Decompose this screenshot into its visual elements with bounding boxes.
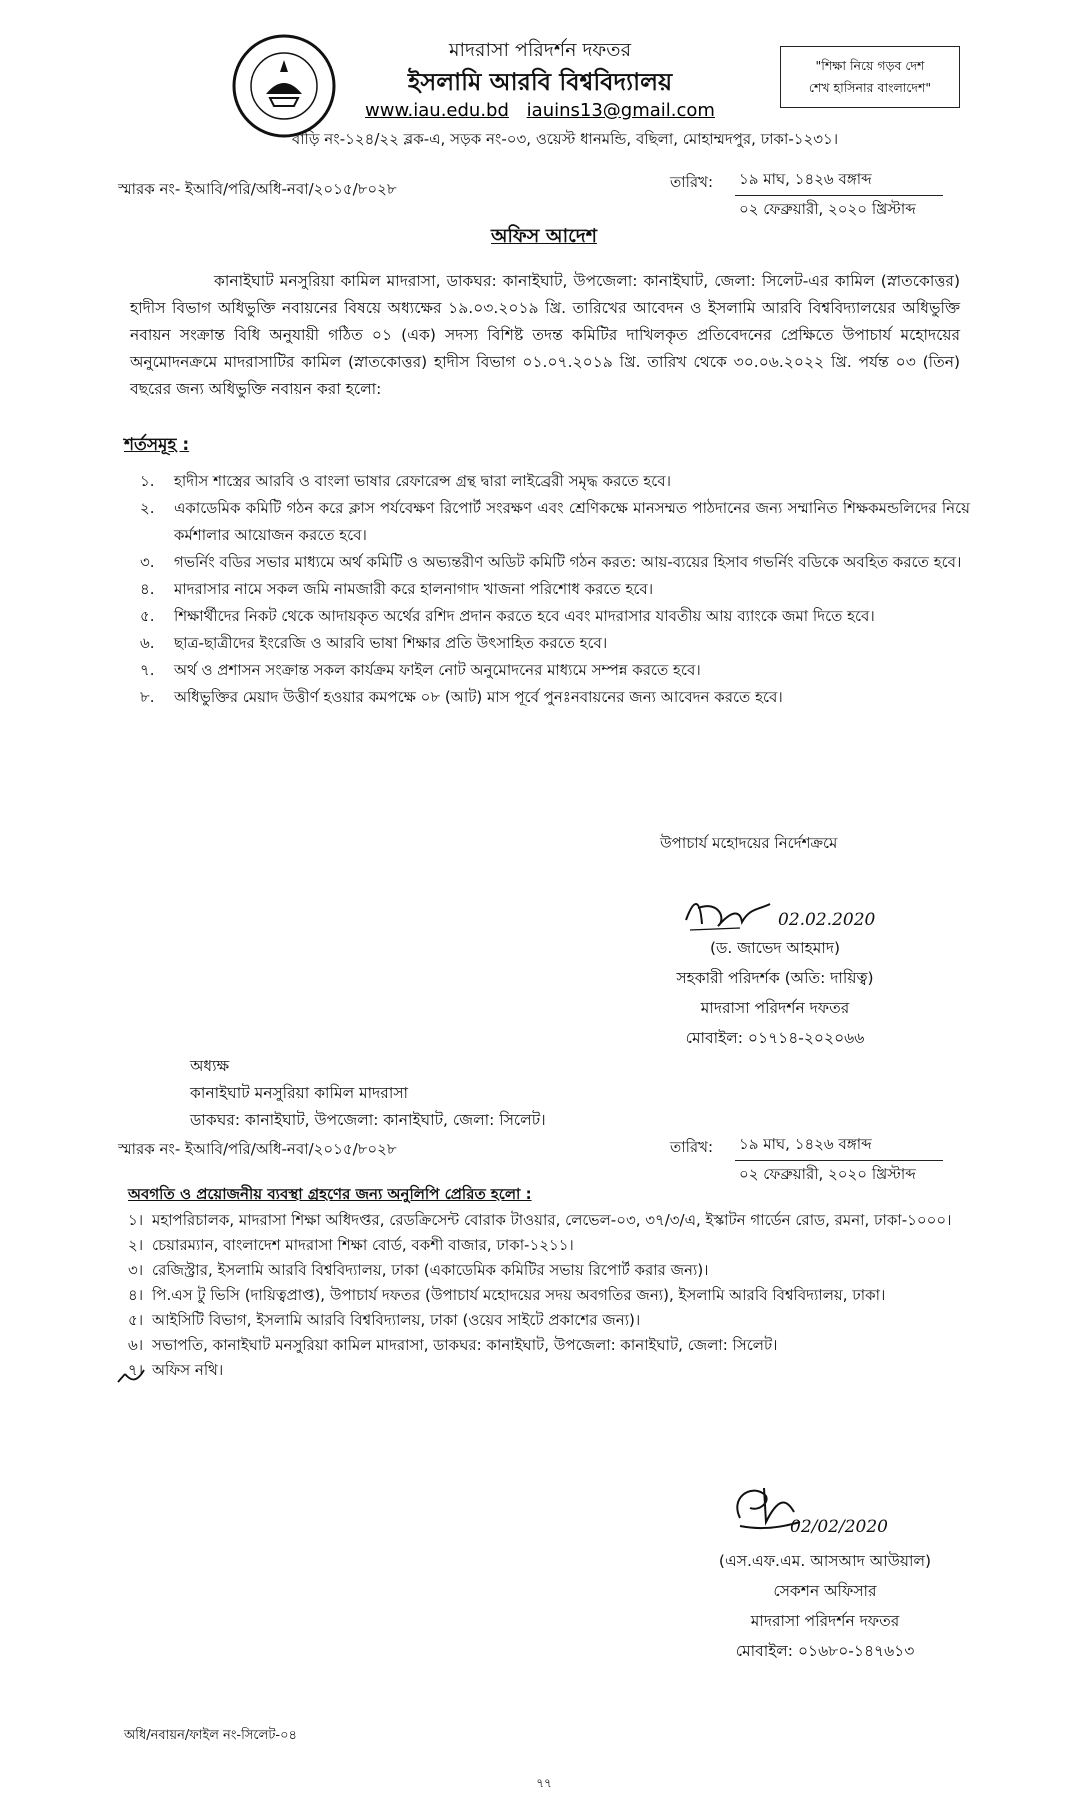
slogan-line-1: "শিক্ষা নিয়ে গড়ব দেশ: [815, 58, 925, 73]
date-label-2: তারিখ:: [670, 1138, 714, 1156]
memo-ref-2: স্মারক নং- ইআবি/পরি/অধি-নবা/২০১৫/৮০২৮: [118, 1140, 397, 1158]
date-box-2: [735, 1133, 943, 1190]
email-link[interactable]: iauins13@gmail.com: [526, 100, 715, 121]
signatory-2-office: মাদরাসা পরিদর্শন দফতর: [750, 1612, 900, 1630]
recipient-line-3: ডাকঘর: কানাইঘাট, উপজেলা: কানাইঘাট, জেলা: সিলেট।: [190, 1111, 546, 1129]
slogan-line-2: শেখ হাসিনার বাংলাদেশ": [808, 80, 932, 95]
copy-item: ৩। রেজিস্ট্রার, ইসলামি আরবি বিশ্ববিদ্যালয়, ঢাকা (একাডেমিক কমিটির সভায় রিপোর্ট করার জন্য)।: [128, 1261, 709, 1279]
copy-heading: অবগতি ও প্রয়োজনীয় ব্যবস্থা গ্রহণের জন্য অনুলিপি প্রেরিত হলো :: [128, 1185, 532, 1203]
signatory-1-mobile: মোবাইল: ০১৭১৪-২০২০৬৬: [685, 1029, 865, 1047]
date-bangla-2: ১৯ মাঘ, ১৪২৬ বঙ্গাব্দ: [735, 1133, 943, 1161]
signatory-1-office: মাদরাসা পরিদর্শন দফতর: [700, 999, 850, 1017]
copy-item: ৪। পি.এস টু ভিসি (দায়িত্বপ্রাপ্ত), উপাচার্য দফতর (উপাচার্য মহোদয়ের সদয় অবগতির জন্য), ইসলামি আরবি বিশ্ববিদ্যালয়, ঢাকা।: [128, 1286, 886, 1304]
recipient-address: [190, 1053, 690, 1134]
direction-text: উপাচার্য মহোদয়ের নির্দেশক্রমে: [660, 834, 838, 852]
signature-2-date: 02/02/2020: [790, 1517, 888, 1537]
condition-item: ৬. ছাত্র-ছাত্রীদের ইংরেজি ও আরবি ভাষা শিক্ষার প্রতি উৎসাহিত করতে হবে।: [140, 634, 608, 652]
signatory-2-mobile: মোবাইল: ০১৬৮০-১৪৭৬১৩: [735, 1642, 915, 1660]
condition-item: ১. হাদীস শাস্ত্রের আরবি ও বাংলা ভাষার রেফারেন্স গ্রন্থ দ্বারা লাইব্রেরী সমৃদ্ধ করতে হবে।: [140, 472, 671, 490]
condition-item: ৭. অর্থ ও প্রশাসন সংক্রান্ত সকল কার্যক্রম ফাইল নোট অনুমোদনের মাধ্যমে সম্পন্ন করতে হবে।: [140, 661, 701, 679]
signatory-1-block: [630, 933, 920, 1053]
copy-item: ৭। অফিস নথি।: [128, 1361, 224, 1379]
copy-item: ৬। সভাপতি, কানাইঘাট মনসুরিয়া কামিল মাদরাসা, ডাকঘর: কানাইঘাট, উপজেলা: কানাইঘাট, জেলা: সিলেট।: [128, 1336, 778, 1354]
page-title: অফিস আদেশ: [491, 225, 597, 247]
copy-item: ৫। আইসিটি বিভাগ, ইসলামি আরবি বিশ্ববিদ্যালয়, ঢাকা (ওয়েব সাইটে প্রকাশের জন্য)।: [128, 1311, 641, 1329]
date-english-2: ০২ ফেব্রুয়ারী, ২০২০ খ্রিস্টাব্দ: [739, 1165, 916, 1183]
signature-1-date: 02.02.2020: [778, 910, 876, 930]
conditions-list: [140, 468, 970, 711]
conditions-heading: শর্তসমূহ :: [124, 435, 190, 455]
condition-item: ৮. অধিভুক্তির মেয়াদ উত্তীর্ণ হওয়ার কমপক্ষে ০৮ (আট) মাস পূর্বে পুনঃনবায়নের জন্য আবেদন করতে হবে।: [140, 688, 783, 706]
date-bangla: ১৯ মাঘ, ১৪২৬ বঙ্গাব্দ: [735, 168, 943, 196]
university-name: ইসলামি আরবি বিশ্ববিদ্যালয়: [407, 68, 673, 96]
copy-item: ২। চেয়ারম্যান, বাংলাদেশ মাদরাসা শিক্ষা বোর্ড, বকশী বাজার, ঢাকা-১২১১।: [128, 1236, 574, 1254]
copy-list: [128, 1208, 968, 1383]
date-box: [735, 168, 943, 225]
signatory-2-designation: সেকশন অফিসার: [773, 1582, 877, 1600]
order-body: কানাইঘাট মনসুরিয়া কামিল মাদরাসা, ডাকঘর: কানাইঘাট, উপজেলা: কানাইঘাট, জেলা: সিলেট-এর কামিল (স্নাতকোত্তর) হাদীস বিভাগ অধিভুক্তি নবায়নের বিষয়ে অধ্যক্ষের ১৯.০৩.২০১৯ খ্রি. তারিখের আবেদন ও ইসলামি আরবি বিশ্ববিদ্যালয়ের অধিভুক্তি নবায়ন সংক্রান্ত বিধি অনুযায়ী গঠিত ০১ (এক) সদস্য বিশিষ্ট তদন্ত কমিটির দাখিলকৃত প্রতিবেদনের প্রেক্ষিতে উপাচার্য মহোদয়ের অনুমোদনক্রমে মাদরাসাটির কামিল (স্নাতকোত্তর) হাদীস বিভাগ ০১.০৭.২০১৯ খ্রি. তারিখ থেকে ৩০.০৬.২০২২ খ্রি. পর্যন্ত ০৩ (তিন) বছরের জন্য অধিভুক্তি নবায়ন করা হলো:: [130, 272, 960, 398]
website-link[interactable]: www.iau.edu.bd: [365, 100, 509, 121]
condition-item: ২. একাডেমিক কমিটি গঠন করে ক্লাস পর্যবেক্ষণ রিপোর্ট সংরক্ষণ এবং শ্রেণিকক্ষে মানসম্মত পাঠদানের জন্য সম্মানিত শিক্ষকমন্ডলিদের নিয়ে কর্মশালার আয়োজন করতে হবে।: [140, 499, 970, 544]
page-number: ৭৭: [536, 1776, 552, 1790]
slogan-box: [780, 46, 960, 108]
condition-item: ৪. মাদরাসার নামে সকল জমি নামজারী করে হালনাগাদ খাজনা পরিশোধ করতে হবে।: [140, 580, 654, 598]
condition-item: ৫. শিক্ষার্থীদের নিকট থেকে আদায়কৃত অর্থের রশিদ প্রদান করতে হবে এবং মাদরাসার যাবতীয় আয় ব্যাংকে জমা দিতে হবে।: [140, 607, 875, 625]
condition-item: ৩. গভর্নিং বডির সভার মাধ্যমে অর্থ কমিটি ও অভ্যন্তরীণ অডিট কমিটি গঠন করত: আয়-ব্যয়ের হিসাব গভর্নিং বডিকে অবহিত করতে হবে।: [140, 553, 962, 571]
signatory-2-name: (এস.এফ.এম. আসআদ আউয়াল): [718, 1552, 932, 1570]
memo-ref: স্মারক নং- ইআবি/পরি/অধি-নবা/২০১৫/৮০২৮: [118, 180, 397, 198]
recipient-line-2: কানাইঘাট মনসুরিয়া কামিল মাদরাসা: [190, 1084, 409, 1102]
university-logo: [230, 32, 338, 140]
file-number: অধি/নবায়ন/ফাইল নং-সিলেট-০৪: [124, 1728, 297, 1743]
date-label: তারিখ:: [670, 173, 714, 191]
office-name: মাদরাসা পরিদর্শন দফতর: [448, 39, 632, 61]
signatory-1-name: (ড. জাভেদ আহমাদ): [709, 939, 841, 957]
date-english: ০২ ফেব্রুয়ারী, ২০২০ খ্রিস্টাব্দ: [739, 200, 916, 218]
copy-item: ১। মহাপরিচালক, মাদরাসা শিক্ষা অধিদপ্তর, রেডক্রিসেন্ট বোরাক টাওয়ার, লেভেল-০৩, ৩৭/৩/এ, ইস্কাটন গার্ডেন রোড, রমনা, ঢাকা-১০০০।: [128, 1211, 952, 1229]
address-line: বাড়ি নং-১২৪/২২ ব্লক-এ, সড়ক নং-০৩, ওয়েস্ট ধানমন্ডি, বছিলা, মোহাম্মদপুর, ঢাকা-১২৩১।: [291, 130, 839, 148]
tick-mark: [116, 1366, 146, 1392]
signatory-1-designation: সহকারী পরিদর্শক (অতি: দায়িত্ব): [676, 969, 874, 987]
contact-line: [340, 100, 740, 121]
signatory-2-block: [680, 1546, 970, 1666]
recipient-line-1: অধ্যক্ষ: [190, 1057, 230, 1075]
